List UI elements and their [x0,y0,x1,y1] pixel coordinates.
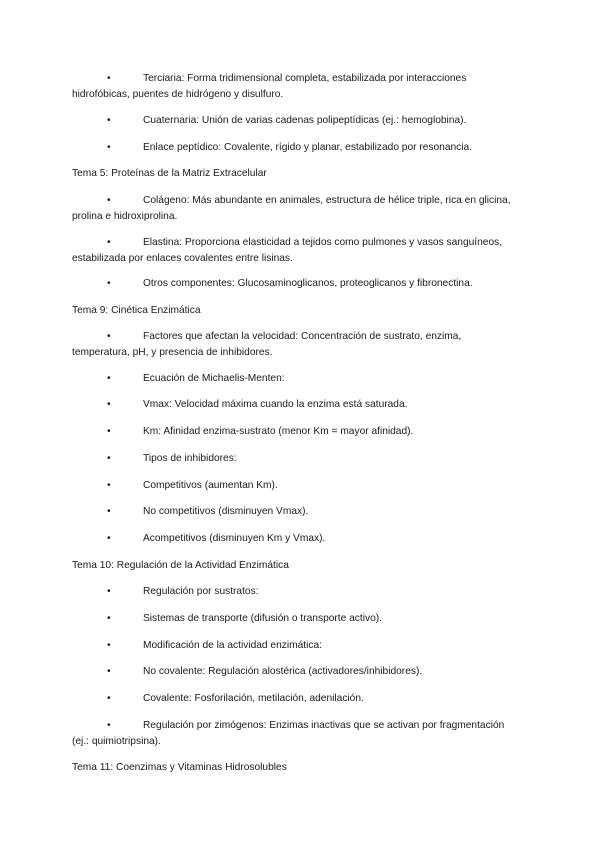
bullet-marker: • [107,480,111,491]
bullet-text: Km: Afinidad enzima-sustrato (menor Km = mayor afinidad). [143,426,414,437]
bullet-item [72,424,512,440]
bullet-text: Regulación por sustratos: [143,586,259,597]
section-heading: Tema 10: Regulación de la Actividad Enzimática [72,560,289,571]
bullet-marker: • [107,373,111,384]
bullet-text: Terciaria: Forma tridimensional completa, estabilizada por interacciones hidrofóbicas, puentes de hidrógeno y disulfuro. [72,73,467,100]
bullet-text: Colágeno: Más abundante en animales, estructura de hélice triple, rica en glicina, prolina e hidroxiprolina. [72,195,511,222]
bullet-item [72,397,512,413]
bullet-item [72,113,512,129]
bullet-item [72,691,512,707]
section-heading: Tema 9: Cinética Enzimática [72,305,201,316]
bullet-text: Factores que afectan la velocidad: Concentración de sustrato, enzima, temperatura, pH, y presencia de inhibidores. [72,331,462,358]
bullet-item [72,329,512,361]
bullet-marker: • [107,666,111,677]
bullet-text: Otros componentes: Glucosaminoglicanos, proteoglicanos y fibronectina. [143,278,473,289]
bullet-item [72,638,512,654]
section-heading: Tema 11: Coenzimas y Vitaminas Hidrosolubles [72,762,287,773]
bullet-item [72,531,512,547]
bullet-item [72,451,512,467]
bullet-text: Vmax: Velocidad máxima cuando la enzima está saturada. [143,399,408,410]
bullet-marker: • [107,720,111,731]
bullet-text: Cuaternaria: Unión de varias cadenas polipeptídicas (ej.: hemoglobina). [143,115,467,126]
section-heading: Tema 5: Proteínas de la Matriz Extracelular [72,168,267,179]
bullet-text: Sistemas de transporte (difusión o transporte activo). [143,613,382,624]
bullet-item [72,664,512,680]
bullet-text: No covalente: Regulación alostérica (activadores/inhibidores). [143,666,423,677]
bullet-text: Regulación por zimógenos: Enzimas inactivas que se activan por fragmentación (ej.: quimiotripsina). [72,720,505,747]
bullet-item [72,584,512,600]
bullet-marker: • [107,586,111,597]
bullet-text: Modificación de la actividad enzimática: [143,640,322,651]
bullet-item [72,504,512,520]
bullet-item [72,611,512,627]
bullet-text: Competitivos (aumentan Km). [143,480,278,491]
bullet-marker: • [107,331,111,342]
bullet-text: No competitivos (disminuyen Vmax). [143,506,309,517]
bullet-marker: • [107,640,111,651]
bullet-item [72,193,512,225]
bullet-item [72,235,512,267]
bullet-marker: • [107,195,111,206]
bullet-text: Acompetitivos (disminuyen Km y Vmax). [143,533,326,544]
bullet-marker: • [107,399,111,410]
bullet-text: Elastina: Proporciona elasticidad a tejidos como pulmones y vasos sanguíneos, estabilizada por enlaces covalentes entre lisinas. [72,237,503,264]
bullet-item [72,371,512,387]
bullet-text: Tipos de inhibidores: [143,453,237,464]
bullet-item [72,276,512,292]
bullet-marker: • [107,278,111,289]
bullet-marker: • [107,613,111,624]
bullet-item [72,718,512,750]
bullet-marker: • [107,453,111,464]
bullet-marker: • [107,506,111,517]
bullet-marker: • [107,73,111,84]
bullet-marker: • [107,693,111,704]
bullet-marker: • [107,142,111,153]
bullet-marker: • [107,115,111,126]
bullet-marker: • [107,237,111,248]
bullet-text: Ecuación de Michaelis-Menten: [143,373,285,384]
bullet-marker: • [107,533,111,544]
bullet-text: Covalente: Fosforilación, metilación, adenilación. [143,693,364,704]
bullet-marker: • [107,426,111,437]
bullet-item [72,478,512,494]
bullet-item [72,140,512,156]
bullet-text: Enlace peptídico: Covalente, rígido y planar, estabilizado por resonancia. [143,142,473,153]
bullet-item [72,71,512,103]
